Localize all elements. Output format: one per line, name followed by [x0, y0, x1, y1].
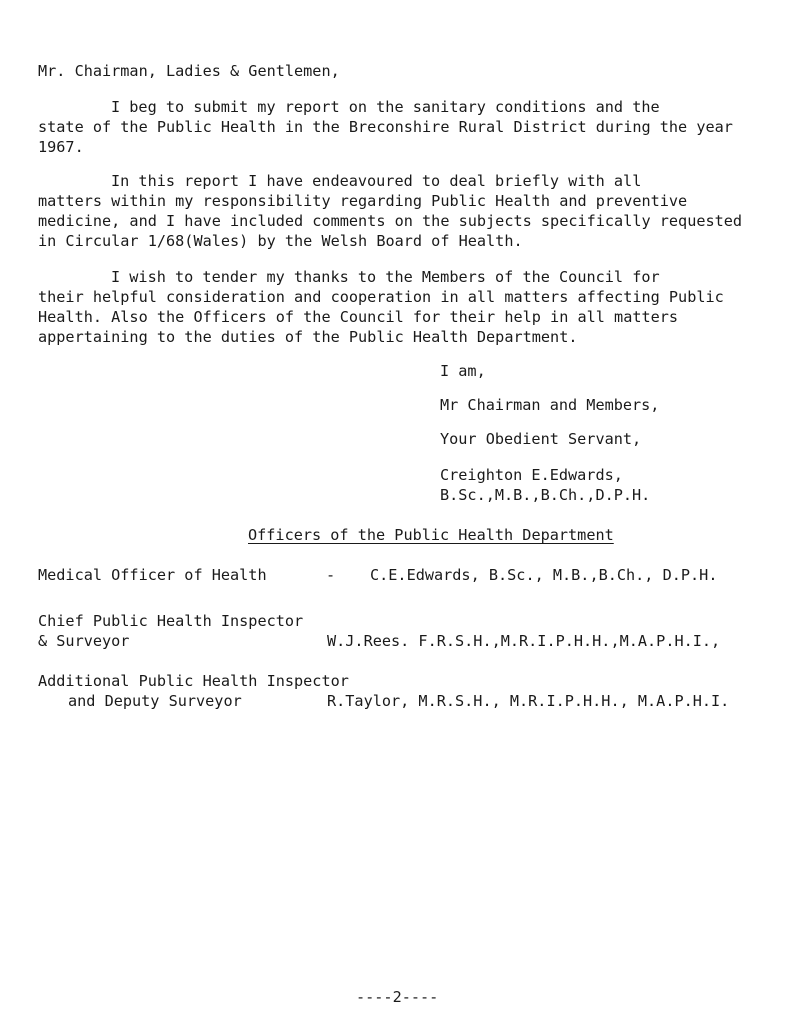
officers-heading: Officers of the Public Health Department	[248, 526, 614, 544]
officer-holder-medical: C.E.Edwards, B.Sc., M.B.,B.Ch., D.P.H.	[370, 566, 718, 584]
closing-servant: Your Obedient Servant,	[440, 430, 642, 448]
page-number: ----2----	[356, 988, 439, 1006]
officer-role-additional-line-1: Additional Public Health Inspector	[38, 672, 349, 690]
officer-role-additional-line-2: and Deputy Surveyor	[68, 692, 242, 710]
closing-i-am: I am,	[440, 362, 486, 380]
paragraph-3-line-3: Health. Also the Officers of the Council for their help in all matters	[38, 308, 679, 326]
officer-holder-additional: R.Taylor, M.R.S.H., M.R.I.P.H.H., M.A.P.H.I.	[327, 692, 730, 710]
officer-dash: -	[326, 566, 336, 584]
paragraph-3-line-4: appertaining to the duties of the Public Health Department.	[38, 328, 578, 346]
paragraph-2-line-3: medicine, and I have included comments on the subjects specifically requested	[38, 212, 743, 230]
closing-address: Mr Chairman and Members,	[440, 396, 660, 414]
paragraph-2-line-1: In this report I have endeavoured to deal briefly with all	[111, 172, 642, 190]
paragraph-2-line-4: in Circular 1/68(Wales) by the Welsh Board of Health.	[38, 232, 523, 250]
paragraph-3-line-2: their helpful consideration and cooperation in all matters affecting Public	[38, 288, 724, 306]
paragraph-1-line-1: I beg to submit my report on the sanitary conditions and the	[111, 98, 660, 116]
officer-role-chief-line-1: Chief Public Health Inspector	[38, 612, 304, 630]
paragraph-1-line-2: state of the Public Health in the Breconshire Rural District during the year	[38, 118, 733, 136]
paragraph-3-line-1: I wish to tender my thanks to the Members of the Council for	[111, 268, 660, 286]
signatory-qualifications: B.Sc.,M.B.,B.Ch.,D.P.H.	[440, 486, 651, 504]
officer-holder-chief: W.J.Rees. F.R.S.H.,M.R.I.P.H.H.,M.A.P.H.I.,	[327, 632, 721, 650]
paragraph-1-line-3: 1967.	[38, 138, 84, 156]
salutation: Mr. Chairman, Ladies & Gentlemen,	[38, 62, 340, 80]
signatory-name: Creighton E.Edwards,	[440, 466, 623, 484]
paragraph-2-line-2: matters within my responsibility regarding Public Health and preventive	[38, 192, 688, 210]
officer-role-chief-line-2: & Surveyor	[38, 632, 130, 650]
officer-role-medical: Medical Officer of Health	[38, 566, 267, 584]
